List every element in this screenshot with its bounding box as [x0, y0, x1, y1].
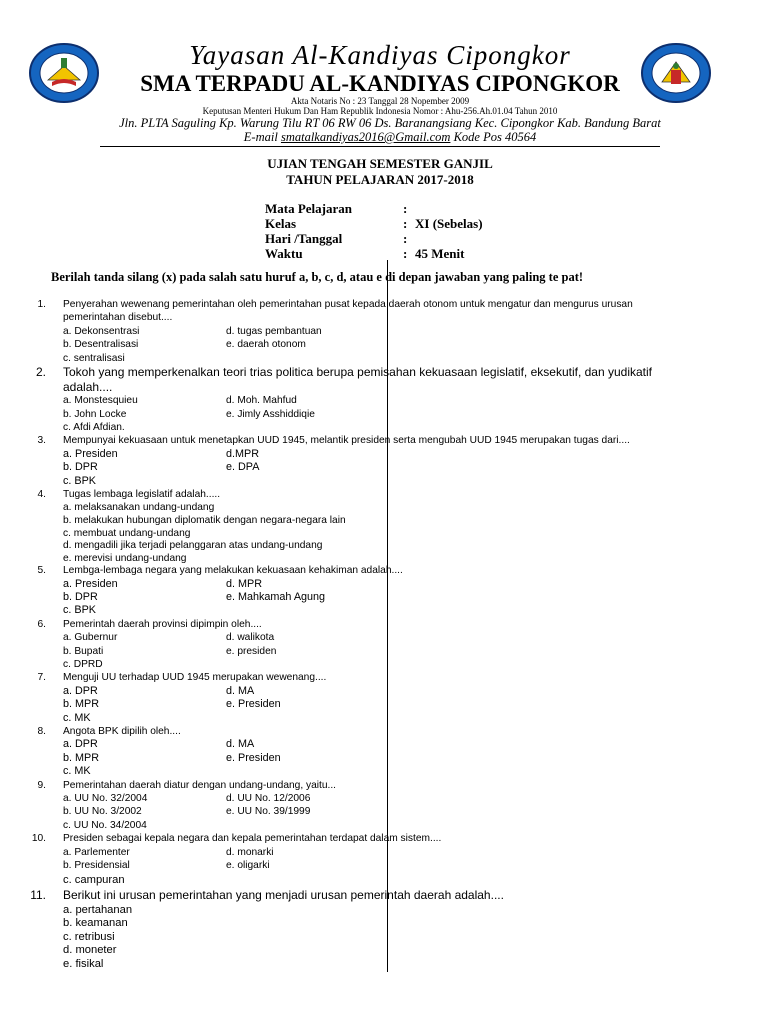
option-a[interactable]: a. pertahanan	[63, 903, 133, 916]
school-address: Jln. PLTA Saguling Kp. Warung Tilu RT 06 RW 06 Ds. Baranangsiang Kec. Cipongkor Kab. Bandung Barat	[119, 116, 661, 130]
option-c[interactable]: c. MK	[63, 711, 91, 724]
option-a[interactable]: a. melaksanakan undang-undang	[63, 502, 215, 514]
question-text: Mempunyai kekuasaan untuk menetapkan UUD 1945, melantik presiden serta mengubah UUD 1945 merupakan tugas dari....	[63, 435, 630, 447]
option-c[interactable]: c. sentralisasi	[63, 352, 125, 364]
option-d[interactable]: d. UU No. 12/2006	[226, 793, 311, 805]
question-4	[0, 488, 768, 564]
question-number: 7.	[37, 672, 46, 684]
question-5	[0, 564, 768, 618]
option-c[interactable]: c. Afdi Afdian.	[63, 421, 125, 433]
exam-instruction: Berilah tanda silang (x) pada salah satu huruf a, b, c, d, atau e di depan jawaban yang paling te pat!	[51, 270, 584, 284]
option-b[interactable]: b. MPR	[63, 751, 99, 764]
question-text: Angota BPK dipilih oleh....	[63, 726, 181, 738]
option-d[interactable]: d. MPR	[226, 577, 262, 590]
scan-vertical-line	[387, 260, 388, 972]
info-row-date: Hari /Tanggal :	[265, 231, 408, 246]
option-c[interactable]: c. MK	[63, 765, 91, 778]
question-list	[0, 298, 768, 970]
email-link[interactable]: smatalkandiyas2016@Gmail.com	[280, 130, 451, 144]
question-2	[0, 365, 768, 434]
question-number: 5.	[37, 565, 46, 577]
question-9	[0, 779, 768, 833]
option-d[interactable]: d. mengadili jika terjadi pelanggaran atas undang-undang	[63, 540, 323, 552]
option-c[interactable]: c. retribusi	[63, 930, 115, 943]
option-b[interactable]: b. DPR	[63, 591, 98, 604]
contact-line	[20, 130, 760, 145]
option-c[interactable]: c. DPRD	[63, 659, 103, 671]
option-c[interactable]: c. UU No. 34/2004	[63, 819, 147, 831]
question-number: 9.	[37, 779, 46, 791]
option-b[interactable]: b. DPR	[63, 461, 98, 474]
option-b[interactable]: b. UU No. 3/2002	[63, 806, 142, 818]
option-b[interactable]: b. John Locke	[63, 408, 127, 420]
question-number: 10.	[31, 833, 46, 845]
option-d[interactable]: d. monarki	[226, 846, 274, 858]
option-a[interactable]: a. UU No. 32/2004	[63, 793, 148, 805]
question-number: 6.	[37, 618, 46, 630]
question-text: Tokoh yang memperkenalkan teori trias politica berupa pemisahan kekuasaan legislatif, eksekutif, dan yudikatif adalah....	[63, 364, 652, 394]
question-text: Lembga-lembaga negara yang melakukan kekuasaan kehakiman adalah....	[63, 565, 403, 577]
ministry-decree: Keputusan Menteri Hukum Dan Ham Republik Indonesia Nomor : Ahu-256.Ah.01.04 Tahun 2010	[202, 106, 558, 116]
option-c[interactable]: c. campuran	[63, 874, 125, 887]
question-number: 3.	[37, 435, 46, 447]
question-8	[0, 725, 768, 779]
option-a[interactable]: a. Presiden	[63, 447, 118, 460]
option-e[interactable]: e. daerah otonom	[226, 339, 306, 351]
option-e[interactable]: e. presiden	[226, 645, 277, 657]
academic-year: TAHUN PELAJARAN 2017-2018	[286, 172, 474, 187]
option-b[interactable]: b. Presidensial	[63, 859, 130, 871]
school-logo-left	[28, 42, 100, 104]
option-d[interactable]: d. MA	[226, 684, 255, 697]
option-b[interactable]: b. keamanan	[63, 917, 128, 930]
option-b[interactable]: b. MPR	[63, 698, 99, 711]
exam-info	[265, 201, 483, 261]
question-11	[0, 888, 768, 970]
question-10	[0, 832, 768, 888]
foundation-name: Yayasan Al-Kandiyas Cipongkor	[189, 40, 571, 70]
question-text: Pemerintahan daerah diatur dengan undang-undang, yaitu...	[63, 779, 337, 791]
option-a[interactable]: a. Presiden	[63, 577, 118, 590]
option-a[interactable]: a. Parlementer	[63, 846, 130, 858]
option-e[interactable]: e. fisikal	[63, 957, 104, 970]
option-b[interactable]: b. Bupati	[63, 645, 104, 657]
option-d[interactable]: d. tugas pembantuan	[226, 325, 322, 337]
info-row-class: Kelas : XI (Sebelas)	[265, 216, 483, 231]
question-number: 8.	[37, 726, 46, 738]
option-a[interactable]: a. Dekonsentrasi	[63, 325, 140, 337]
question-text: Berikut ini urusan pemerintahan yang menjadi urusan pemerintah daerah adalah....	[63, 888, 504, 903]
option-d[interactable]: d. walikota	[226, 632, 275, 644]
option-e[interactable]: e. UU No. 39/1999	[226, 806, 311, 818]
option-c[interactable]: c. BPK	[63, 604, 97, 617]
question-number: 4.	[37, 488, 46, 500]
question-text: Penyerahan wewenang pemerintahan oleh pemerintahan pusat kepada daerah otonom untuk mengatur dan mengurus urusan pemerintahan disebut....	[63, 299, 633, 324]
option-c[interactable]: c. BPK	[63, 474, 97, 487]
option-e[interactable]: e. Mahkamah Agung	[226, 591, 326, 604]
option-e[interactable]: e. merevisi undang-undang	[63, 552, 187, 564]
option-a[interactable]: a. Monstesquieu	[63, 395, 138, 407]
postal-code: Kode Pos 40564	[450, 130, 537, 144]
option-d[interactable]: d.MPR	[226, 447, 259, 460]
email-prefix: E-mail	[243, 130, 281, 144]
question-7	[0, 671, 768, 725]
option-d[interactable]: d. Moh. Mahfud	[226, 395, 297, 407]
option-d[interactable]: d. moneter	[63, 944, 117, 957]
option-e[interactable]: e. Presiden	[226, 751, 281, 764]
question-text: Pemerintah daerah provinsi dipimpin oleh....	[63, 618, 262, 630]
option-d[interactable]: d. MA	[226, 738, 255, 751]
question-text: Presiden sebagai kepala negara dan kepala pemerintahan terdapat dalam sistem....	[63, 833, 442, 845]
school-name: SMA TERPADU AL-KANDIYAS CIPONGKOR	[140, 71, 620, 96]
option-c[interactable]: c. membuat undang-undang	[63, 527, 191, 539]
info-row-duration: Waktu : 45 Menit	[265, 246, 465, 261]
question-number: 11.	[30, 888, 46, 903]
question-3	[0, 434, 768, 488]
option-a[interactable]: a. DPR	[63, 684, 98, 697]
notary-deed: Akta Notaris No : 23 Tanggal 28 Nopember 2009	[290, 96, 470, 106]
question-text: Tugas lembaga legislatif adalah.....	[63, 488, 221, 500]
question-1	[0, 298, 768, 365]
header-divider	[100, 146, 660, 147]
option-a[interactable]: a. Gubernur	[63, 632, 118, 644]
question-number: 1.	[37, 299, 46, 310]
exam-title: UJIAN TENGAH SEMESTER GANJIL	[267, 156, 493, 171]
option-e[interactable]: e. Presiden	[226, 698, 281, 711]
option-e[interactable]: e. Jimly Asshiddiqie	[226, 408, 315, 420]
option-b[interactable]: b. melakukan hubungan diplomatik dengan negara-negara lain	[63, 514, 346, 526]
option-e[interactable]: e. DPA	[226, 461, 260, 474]
question-number: 2.	[35, 364, 46, 379]
question-text: Menguji UU terhadap UUD 1945 merupakan wewenang....	[63, 672, 327, 684]
option-e[interactable]: e. oligarki	[226, 859, 270, 871]
question-6	[0, 618, 768, 672]
option-a[interactable]: a. DPR	[63, 738, 98, 751]
info-row-subject: Mata Pelajaran :	[265, 201, 408, 216]
school-logo-right	[640, 42, 712, 104]
option-b[interactable]: b. Desentralisasi	[63, 339, 139, 351]
